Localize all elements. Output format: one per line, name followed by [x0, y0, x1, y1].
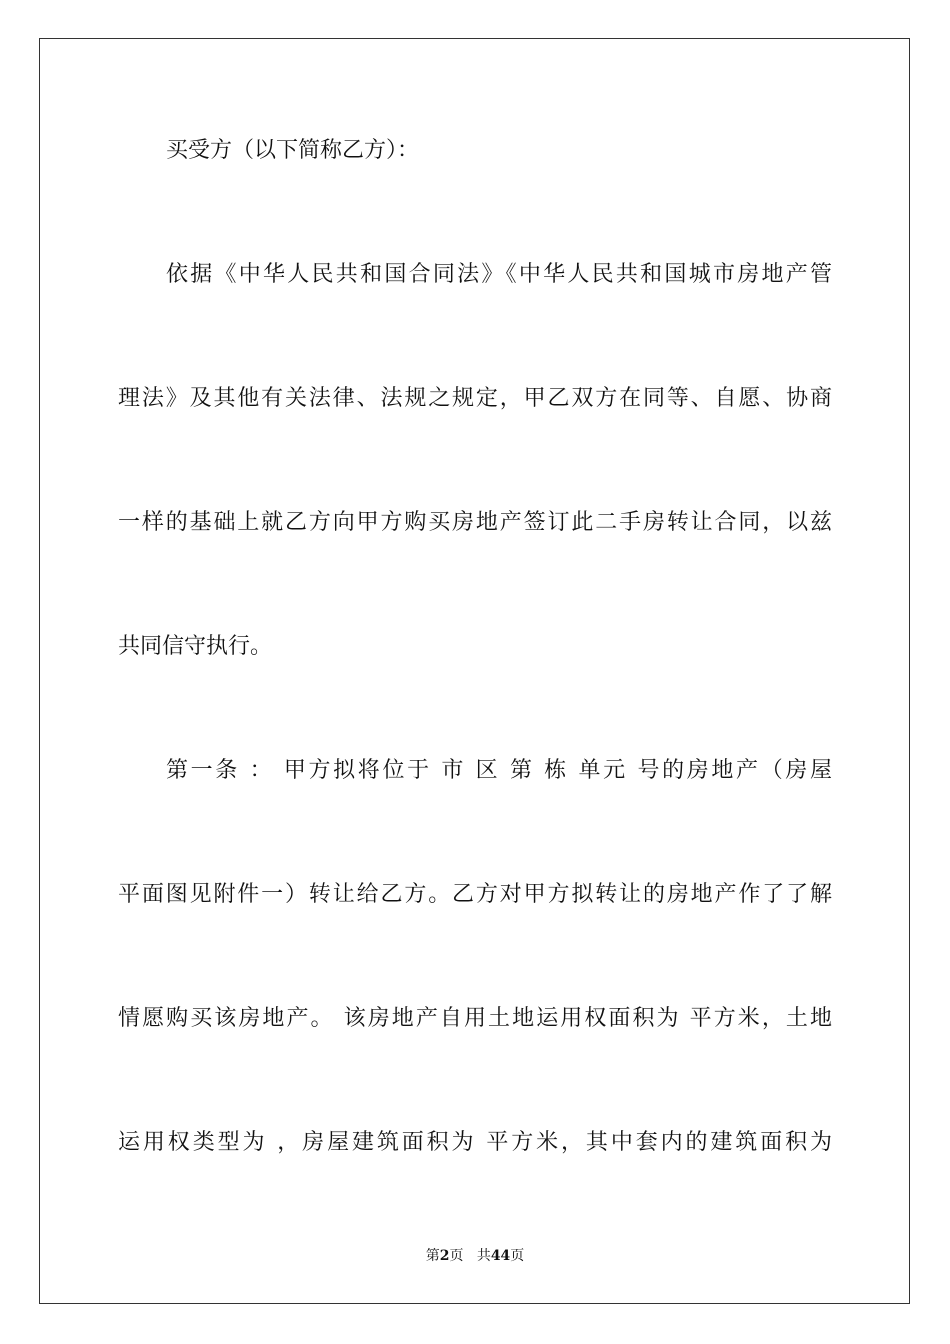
article-one-line-3: 情愿购买该房地产。 该房地产自用土地运用权面积为 平方米，土地 [118, 1006, 832, 1031]
article-one-line-2: 平面图见附件一）转让给乙方。乙方对甲方拟转让的房地产作了了解 [118, 882, 832, 907]
total-suffix: 页 [510, 1248, 525, 1264]
page-border [39, 38, 910, 1304]
paragraph-basis-line-1: 依据《中华人民共和国合同法》《中华人民共和国城市房地产管 [166, 262, 832, 287]
paragraph-basis-line-4: 共同信守执行。 [118, 634, 273, 659]
paragraph-basis-line-3: 一样的基础上就乙方向甲方购买房地产签订此二手房转让合同，以兹 [118, 510, 832, 535]
article-one-line-4: 运用权类型为 ，房屋建筑面积为 平方米，其中套内的建筑面积为 [118, 1130, 832, 1155]
current-page-number: 2 [439, 1248, 450, 1264]
paragraph-buyer-line: 买受方（以下简称乙方）： [166, 138, 420, 163]
paragraph-basis-line-2: 理法》及其他有关法律、法规之规定，甲乙双方在同等、自愿、协商 [118, 386, 832, 411]
total-prefix: 共 [476, 1248, 491, 1264]
total-pages-number: 44 [490, 1248, 511, 1264]
page-footer [0, 1246, 950, 1266]
page-prefix: 第 [425, 1248, 440, 1264]
page-suffix: 页 [449, 1248, 464, 1264]
article-one-line-1: 第一条 ： 甲方拟将位于 市 区 第 栋 单元 号的房地产（房屋 [166, 758, 832, 783]
